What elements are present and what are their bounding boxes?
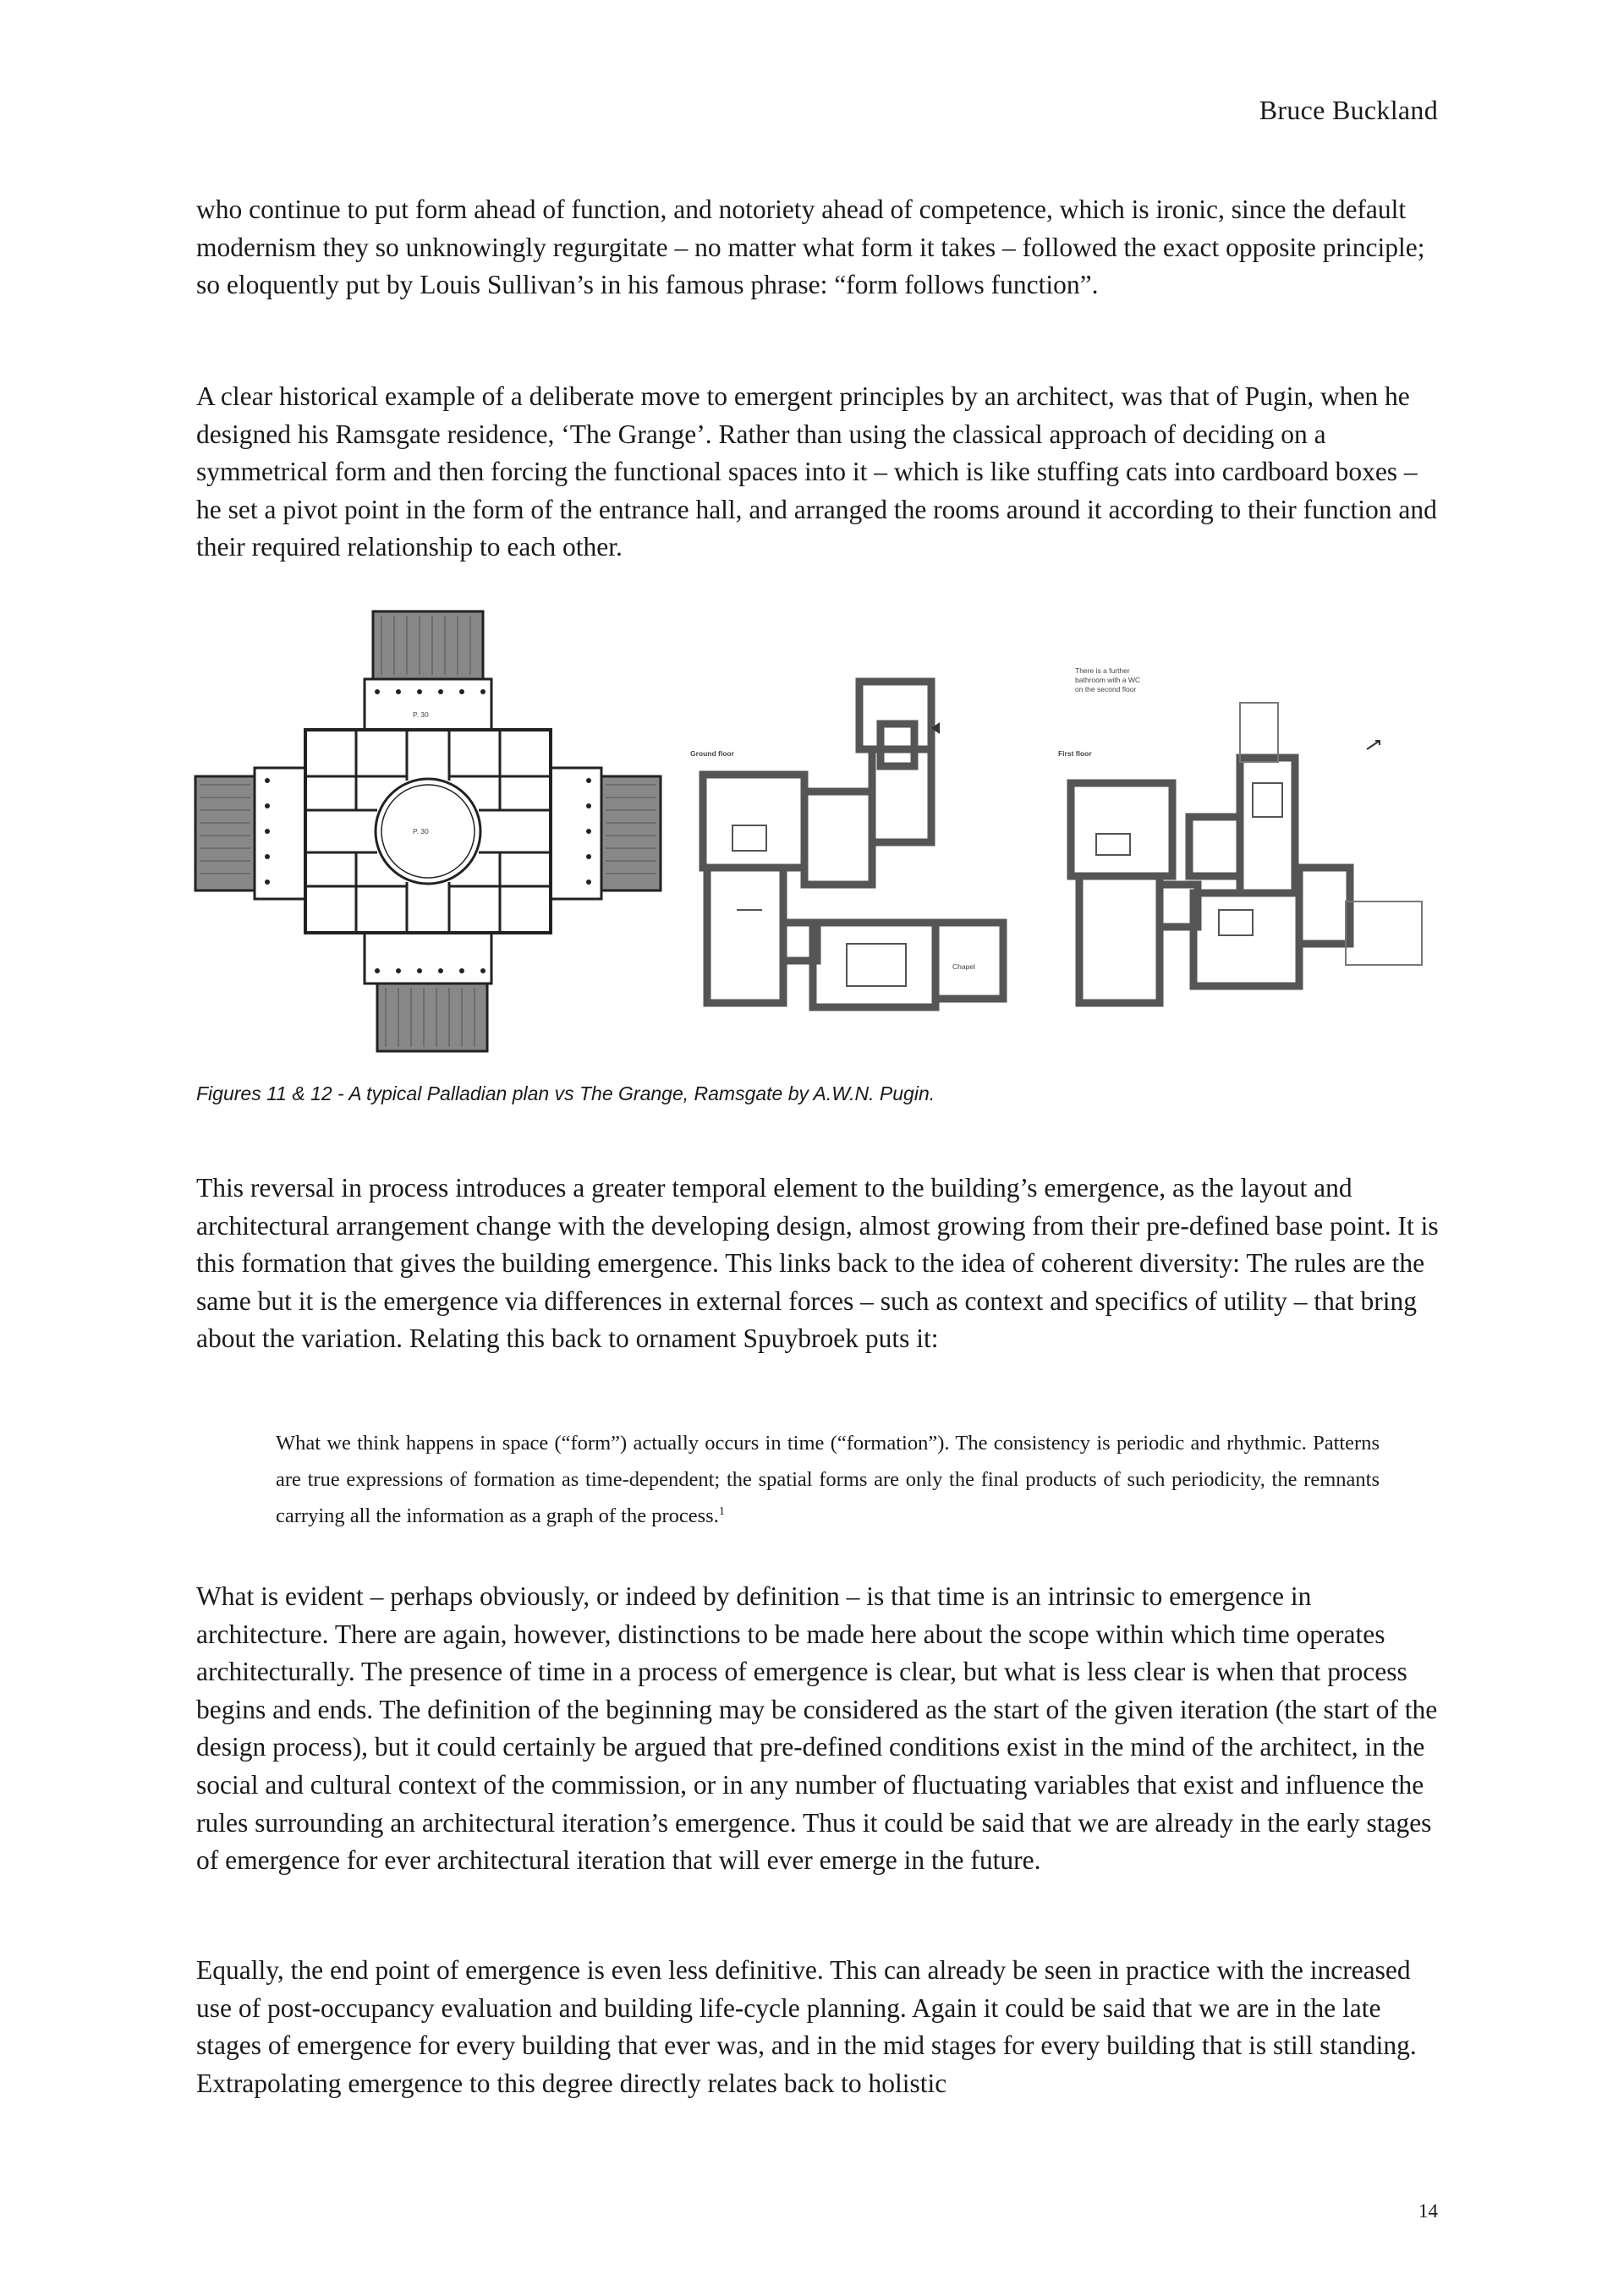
palladian-label-center: P. 30 xyxy=(413,827,429,836)
palladian-label-top: P. 30 xyxy=(413,710,429,719)
paragraph-pugin-grange: A clear historical example of a deliberate move to emergent principles by an architect, was that of Pugin, when he designed his Ramsgate residence, ‘The Grange’. Rather than using the classical approach of deciding on a symmetrical form and then forcing the functional spaces into it – which is like stuffing cats into cardboard boxes – he set a pivot point in the form of the entrance hall, and arranged the rooms around it according to their function and their required relationship to each other. xyxy=(196,381,1437,562)
grange-note-line3: on the second floor xyxy=(1075,685,1137,693)
paragraph-end-point: Equally, the end point of emergence is even less definitive. This can already be seen in practice with the increased use of post-occupancy evaluation and building life-cycle planning. Again it could be said that we are in the late stages of emergence for every building that ever was, and in the mid stages for every building that is still standing. Extrapolating emergence to this degree directly relates back to holistic xyxy=(196,1955,1417,2098)
first-floor-label: First floor xyxy=(1058,749,1092,758)
paragraph-reversal-process: This reversal in process introduces a greater temporal element to the building’s emergence, as the layout and architectural arrangement change with the developing design, almost growing from their pre-defined base point. It is this formation that gives the building emergence. This links back to the idea of coherent diversity: The rules are the same but it is the emergence via differences in external forces – such as context and specifics of utility – that bring about the variation. Relating this back to ornament Spuybroek puts it: xyxy=(196,1173,1439,1354)
ground-floor-label: Ground floor xyxy=(690,749,734,758)
block-quote-spuybroek xyxy=(276,1425,1380,1534)
grange-note-line1: There is a further xyxy=(1075,666,1130,675)
page-number: 14 xyxy=(1418,2200,1438,2222)
compass-arrow-icon xyxy=(1367,741,1380,749)
quote-text: What we think happens in space (“form”) actually occurs in time (“formation”). The consistency is periodic and rhythmic. Patterns are true expressions of formation as time-dependent; the spatial forms are only the final products of such periodicity, the remnants carrying all the information as a graph of the process. xyxy=(276,1432,1380,1527)
figure-plans xyxy=(191,607,1435,1055)
palladian-plan-drawing xyxy=(191,607,673,1055)
footnote-reference[interactable]: 1 xyxy=(718,1504,725,1518)
grange-first-floor-drawing xyxy=(1054,656,1435,1011)
grange-note-line2: bathroom with a WC xyxy=(1075,676,1140,684)
chapel-label: Chapel xyxy=(952,962,975,971)
paragraph-time-emergence: What is evident – perhaps obviously, or indeed by definition – is that time is an intrinsic to emergence in architecture. There are again, however, distinctions to be made here about the scope within which time operates architecturally. The presence of time in a process of emergence is clear, but what is less clear is when that process begins and ends. The definition of the beginning may be considered as the start of the given iteration (the start of the design process), but it could certainly be argued that pre-defined conditions exist in the mind of the architect, in the social and cultural context of the commission, or in any number of fluctuating variables that exist and influence the rules surrounding an architectural iteration’s emergence. Thus it could be said that we are already in the early stages of emergence for ever architectural iteration that will ever emerge in the future. xyxy=(196,1581,1438,1876)
paragraph-form-follows-function: who continue to put form ahead of function, and notoriety ahead of competence, which is ironic, since the default modernism they so unknowingly regurgitate – no matter what form it takes – followed the exact opposite principle; so eloquently put by Louis Sullivan’s in his famous phrase: “form follows function”. xyxy=(196,195,1425,300)
running-header-author: Bruce Buckland xyxy=(1259,95,1438,125)
grange-ground-floor-drawing xyxy=(686,656,1058,1011)
figure-caption: Figures 11 & 12 - A typical Palladian plan vs The Grange, Ramsgate by A.W.N. Pugin. xyxy=(196,1082,935,1104)
